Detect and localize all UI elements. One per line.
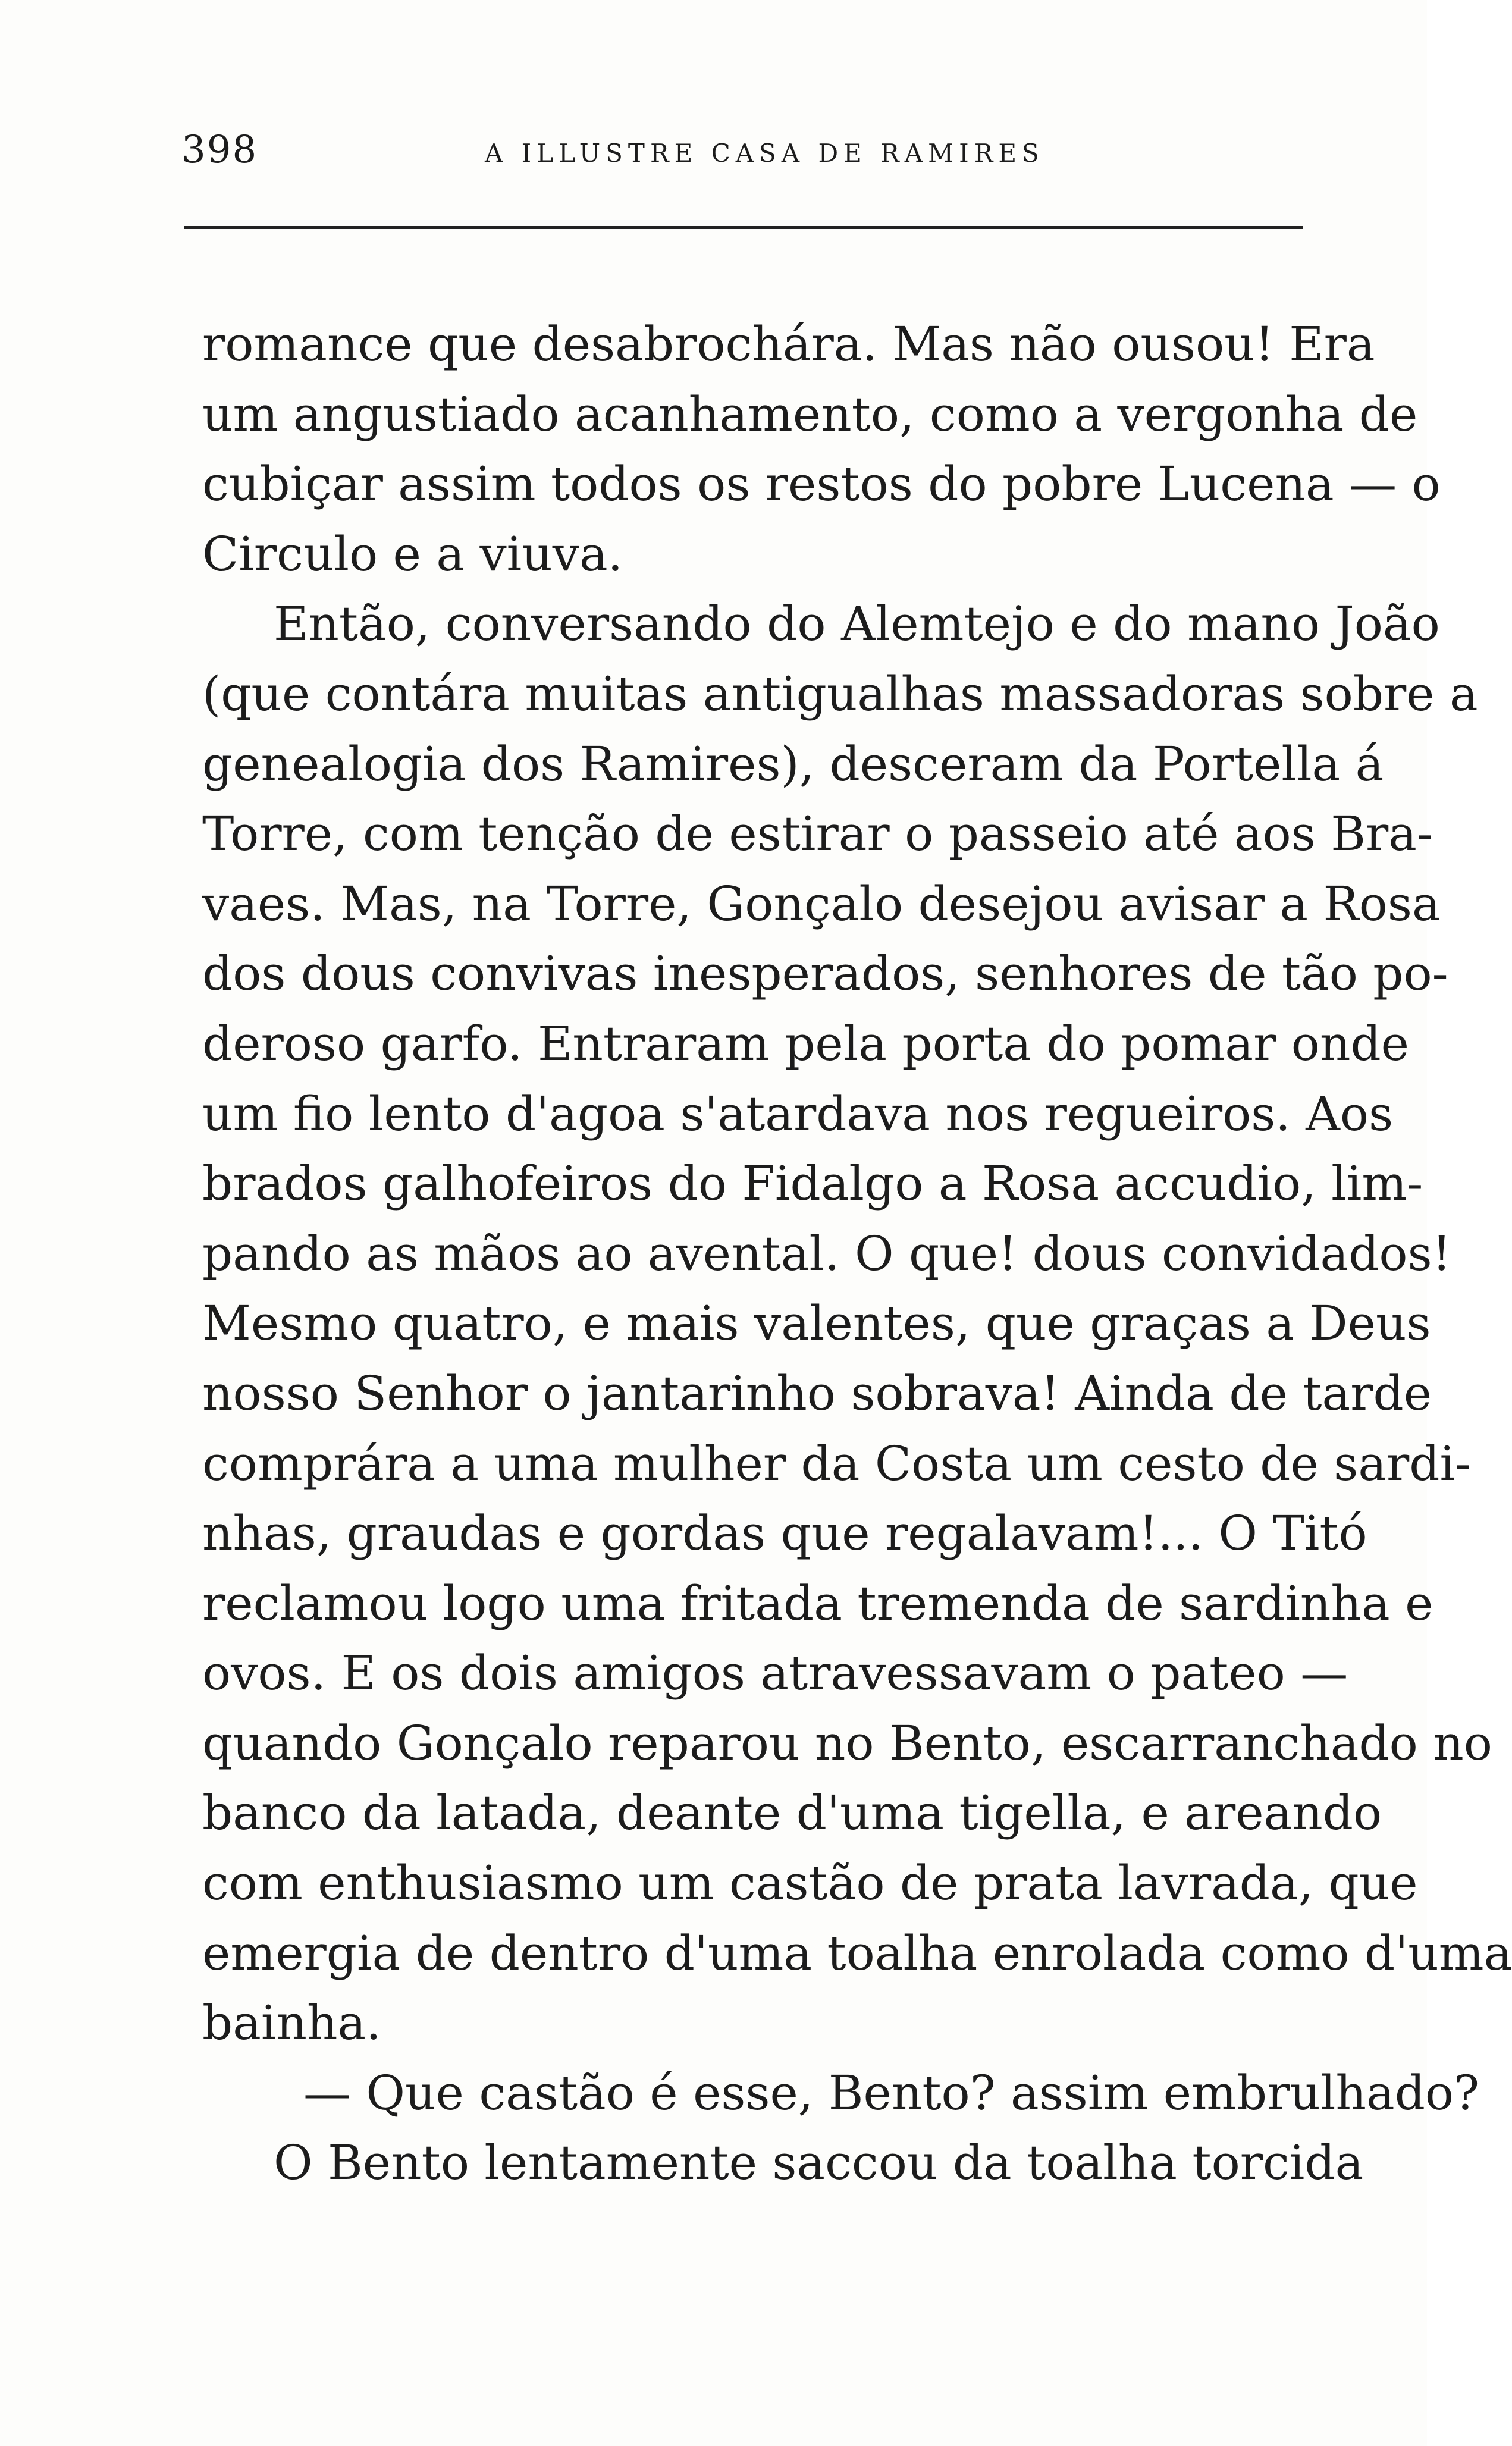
text-line: — Que castão é esse, Bento? assim embrulhado? xyxy=(303,2065,1479,2121)
text-line: nosso Senhor o jantarinho sobrava! Ainda de tarde xyxy=(202,1365,1432,1421)
header-rule xyxy=(184,226,1303,229)
text-line: banco da latada, deante d'uma tigella, e areando xyxy=(202,1785,1382,1841)
text-line: Mesmo quatro, e mais valentes, que graças a Deus xyxy=(202,1296,1431,1351)
text-line: bainha. xyxy=(202,1995,381,2051)
text-line: reclamou logo uma fritada tremenda de sardinha e xyxy=(202,1575,1433,1631)
text-line: com enthusiasmo um castão de prata lavrada, que xyxy=(202,1855,1418,1911)
text-line: um angustiado acanhamento, como a vergonha de xyxy=(202,386,1418,442)
body-text xyxy=(202,309,1512,2198)
running-title: A ILLUSTRE CASA DE RAMIRES xyxy=(485,139,1044,168)
text-line: Circulo e a viuva. xyxy=(202,526,623,582)
text-line: dos dous convivas inesperados, senhores de tão po- xyxy=(202,946,1448,1002)
text-line: um fio lento d'agoa s'atardava nos regueiros. Aos xyxy=(202,1086,1394,1142)
text-line: ovos. E os dois amigos atravessavam o pateo — xyxy=(202,1645,1348,1701)
text-line: vaes. Mas, na Torre, Gonçalo desejou avisar a Rosa xyxy=(202,876,1441,932)
text-line: comprára a uma mulher da Costa um cesto de sardi- xyxy=(202,1435,1472,1491)
text-line: nhas, graudas e gordas que regalavam!... O Titó xyxy=(202,1506,1367,1561)
text-line: brados galhofeiros do Fidalgo a Rosa accudio, lim- xyxy=(202,1156,1423,1212)
text-line: (que contára muitas antigualhas massadoras sobre a xyxy=(202,666,1478,722)
text-line: cubiçar assim todos os restos do pobre Lucena — o xyxy=(202,456,1441,512)
text-line: deroso garfo. Entraram pela porta do pomar onde xyxy=(202,1015,1410,1071)
text-line: Então, conversando do Alemtejo e do mano João xyxy=(274,596,1440,652)
page-number: 398 xyxy=(181,128,258,172)
text-line: Torre, com tenção de estirar o passeio até aos Bra- xyxy=(202,806,1433,862)
text-line: genealogia dos Ramires), desceram da Portella á xyxy=(202,736,1384,792)
text-line: emergia de dentro d'uma toalha enrolada como d'uma xyxy=(202,1925,1512,1981)
text-line: O Bento lentamente saccou da toalha torcida xyxy=(274,2135,1364,2191)
text-line: pando as mãos ao avental. O que! dous convidados! xyxy=(202,1225,1451,1281)
text-line: quando Gonçalo reparou no Bento, escarranchado no xyxy=(202,1715,1492,1771)
text-line: romance que desabrochára. Mas não ousou! Era xyxy=(202,316,1375,372)
page-header xyxy=(181,128,1317,181)
